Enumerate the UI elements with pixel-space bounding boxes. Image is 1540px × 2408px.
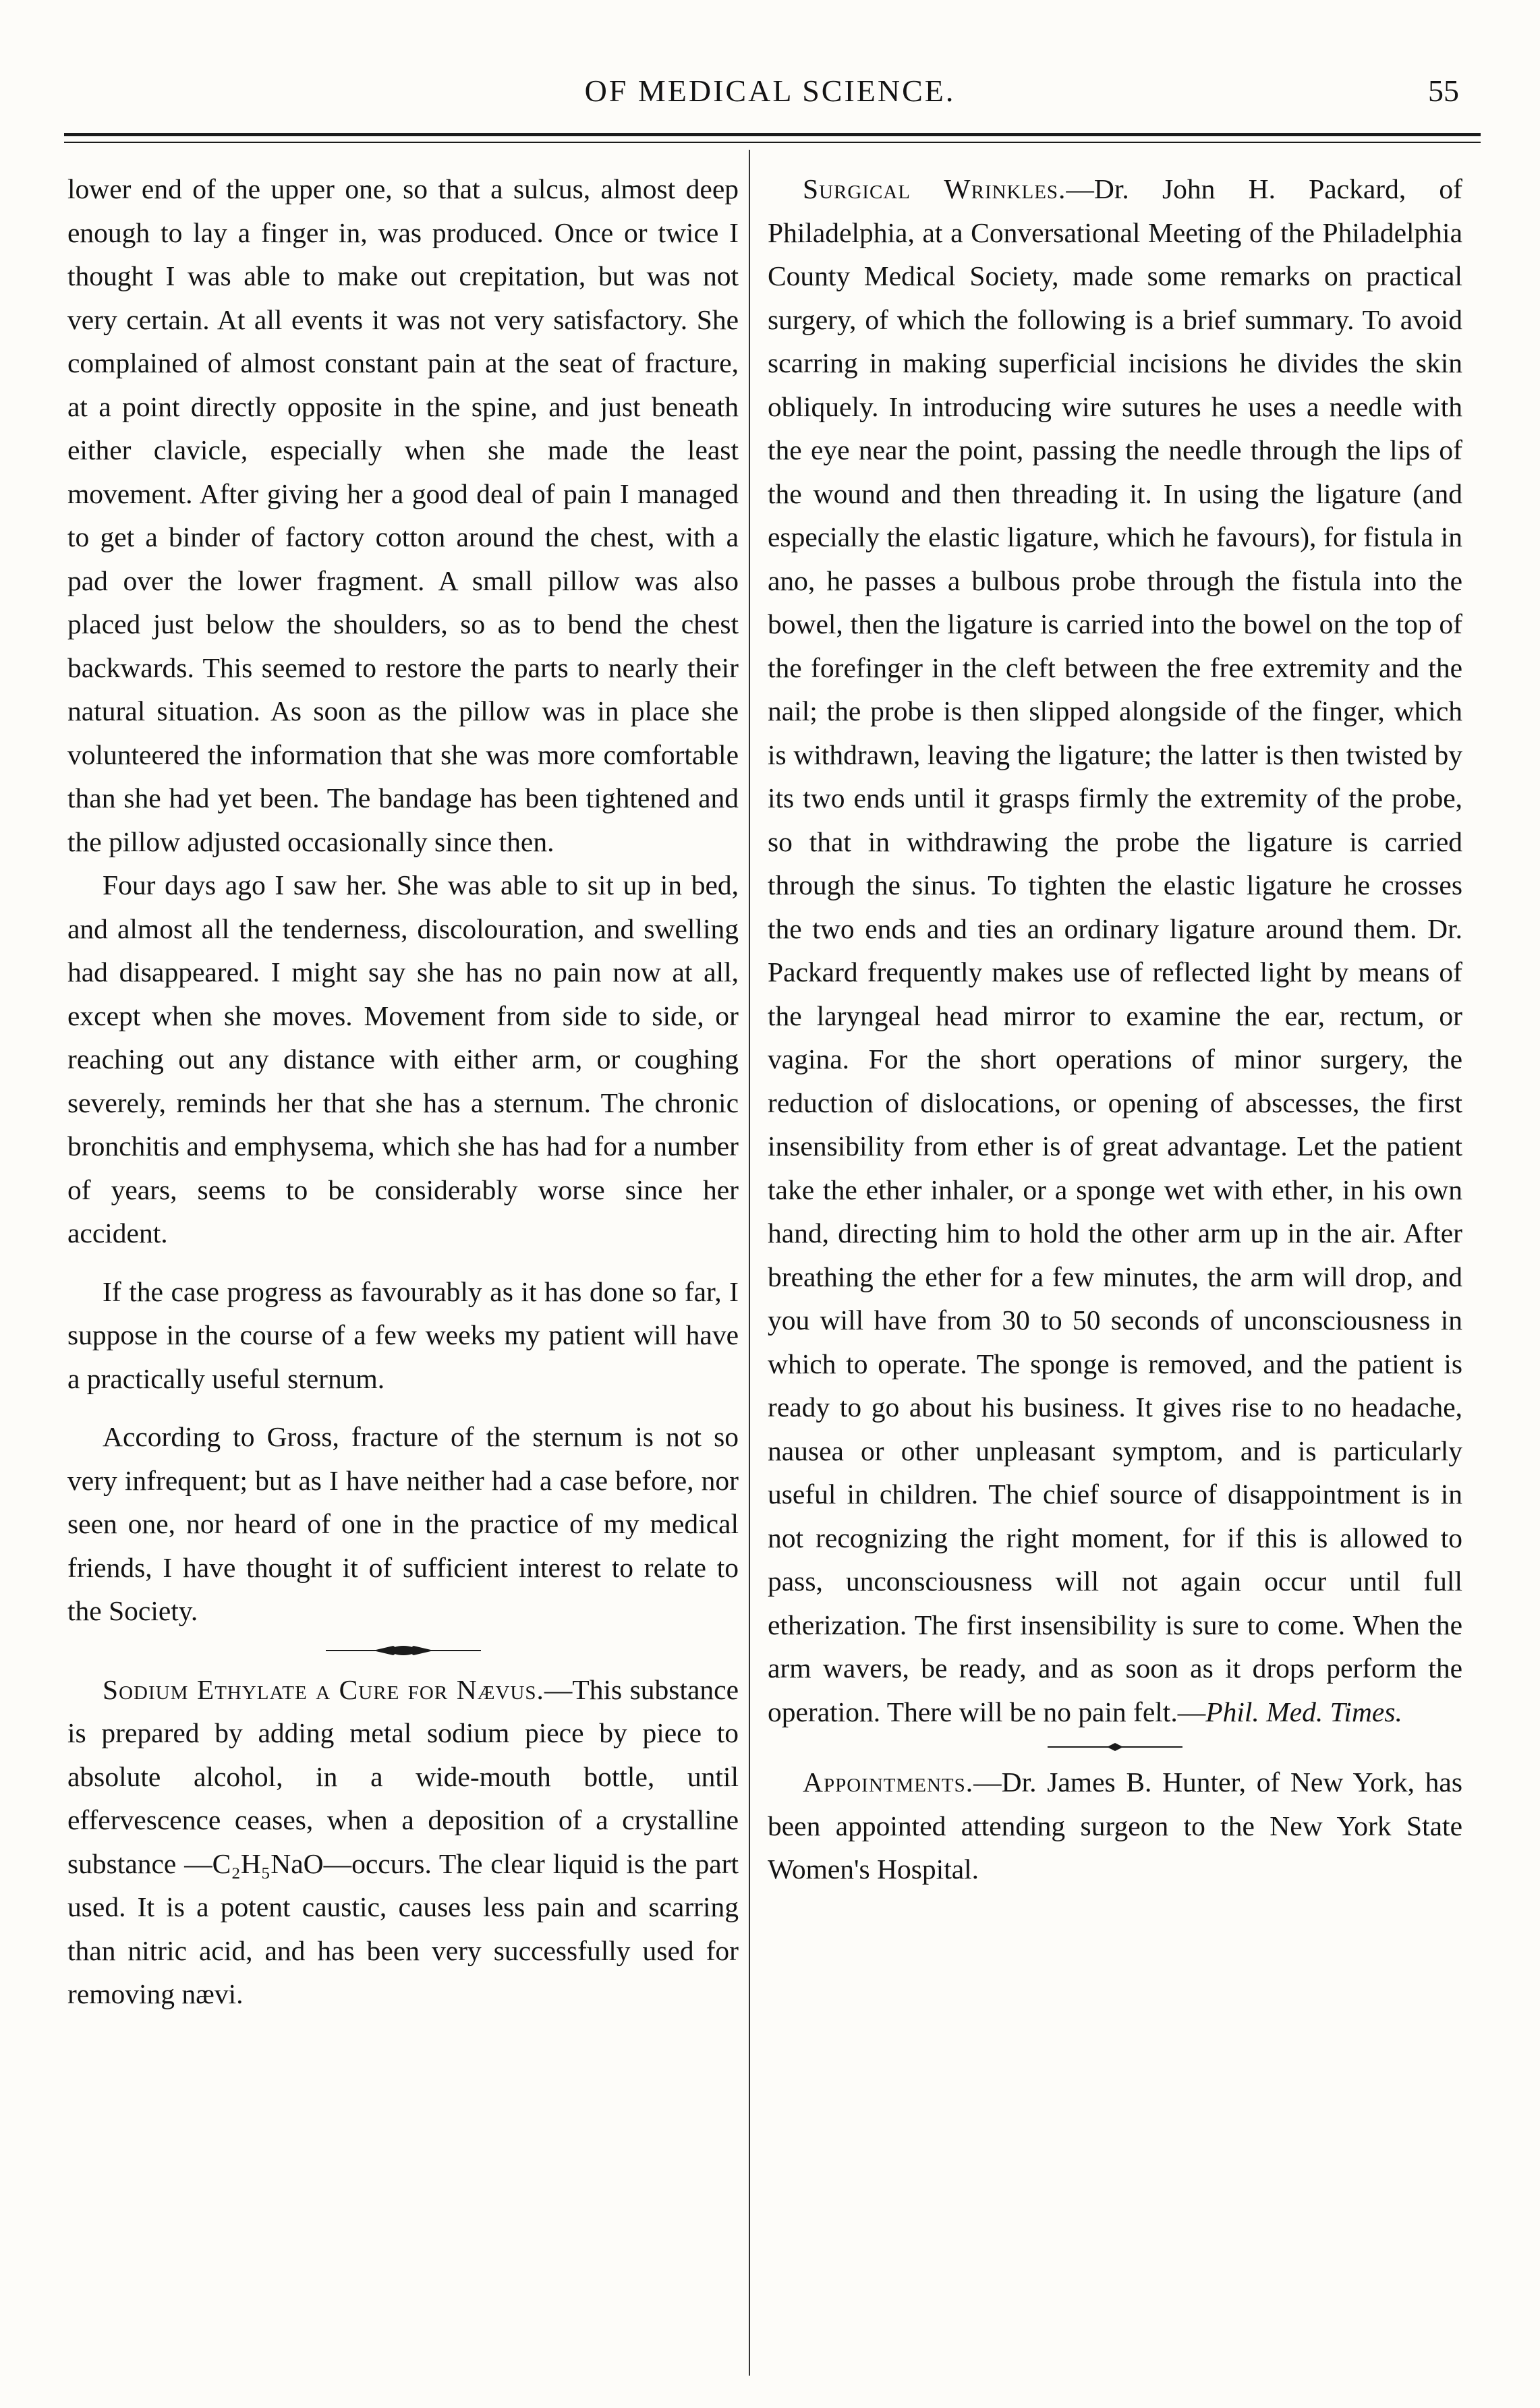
case-report-paragraph-2: Four days ago I saw her. She was able to sit up in bed, and almost all the tenderness, discolouration, and swelling had disappeared. I might say she has no pain now at all, except when she moves. Movement from side to side, or reaching out any distance with either arm, or coughing severely, reminds her that she has a sternum. The chronic bronchitis and emphysema, which she has had for a number of years, seems to be considerably worse since her accident.	[67, 869, 739, 1249]
appointments-article	[768, 1760, 1462, 1891]
page-header	[0, 73, 1540, 134]
right-column	[768, 167, 1462, 1891]
surgical-wrinkles-text: —Dr. John H. Packard, of Philadelphia, at a Conversational Meeting of the Philadelphia County Medical Society, made some remarks on practical surgery, of which the following is a brief summary. To avoid scarring in making superficial incisions he divides the skin obliquely. In introducing wire sutures he uses a needle with the eye near the point, passing the needle through the lips of the wound and then threading it. In using the ligature (and especially the elastic ligature, which he favours), for fistula in ano, he passes a bulbous probe through the fistula into the bowel, then the ligature is carried into the bowel on the top of the forefinger in the cleft between the free extremity and the nail; the probe is then slipped alongside of the finger, which is withdrawn, leaving the ligature; the latter is then twisted by its two ends until it grasps firmly the extremity of the probe, so that in withdrawing the probe the ligature is carried through the sinus. To tighten the elastic ligature he crosses the two ends and ties an ordinary ligature around them. Dr. Packard frequently makes use of reflected light by means of the laryngeal head mirror to examine the ear, rectum, or vagina. For the short operations of minor surgery, the reduction of dislocations, or opening of abscesses, the first insensibility from ether is of great advantage. Let the patient take the ether inhaler, or a sponge wet with ether, in his own hand, directing him to hold the other arm up in the air. After breathing the ether for a few minutes, the arm will drop, and you will have from 30 to 50 seconds of unconsciousness in which to operate. The sponge is removed, and the patient is ready to go about his business. It gives rise to no headache, nausea or other unpleasant symptom, and is particularly useful in children. The chief source of disappointment is in not recognizing the right moment, for if this is allowed to pass, unconsciousness will not again occur until full etherization. The first insensibility is sure to come. When the arm wavers, be ready, and as soon as it drops perform the operation. There will be no pain felt.—	[768, 173, 1462, 1727]
sodium-ethylate-text: —This substance is prepared by adding metal sodium piece by piece to absolute alcohol, in a wide-mouth bottle, until effervescence ceases, when a deposition of a crystalline substance —C₂H₅NaO—occurs. The clear liquid is the part used. It is a potent caustic, causes less pain and scarring than nitric acid, and has been very successfully used for removing nævi.	[67, 1673, 739, 2009]
surgical-wrinkles-article	[768, 167, 1462, 1733]
header-rule-thick	[64, 133, 1481, 136]
column-divider	[749, 150, 750, 2376]
header-rule-thin	[64, 142, 1481, 143]
ornament-icon	[326, 1644, 481, 1657]
case-report-paragraph-3: If the case progress as favourably as it has done so far, I suppose in the course of a few weeks my patient will have a practically useful sternum.	[67, 1275, 739, 1394]
section-short-divider	[768, 1733, 1462, 1760]
page-number: 55	[1428, 74, 1459, 108]
running-title: OF MEDICAL SCIENCE.	[584, 74, 956, 108]
sodium-ethylate-article	[67, 1668, 739, 2016]
case-report-paragraph-4: According to Gross, fracture of the sternum is not so very infrequent; but as I have neither had a case before, nor seen one, nor heard of one in the practice of my medical friends, I have thought it of sufficient interest to relate to the Society.	[67, 1421, 739, 1626]
case-report-paragraph-1: lower end of the upper one, so that a sulcus, almost deep enough to lay a finger in, was produced. Once or twice I thought I was able to make out crepitation, but was not very certain. At all events it was not very satisfactory. She complained of almost constant pain at the seat of fracture, at a point directly opposite in the spine, and just beneath either clavicle, especially when she made the least movement. After giving her a good deal of pain I managed to get a binder of factory cotton around the chest, with a pad over the lower fragment. A small pillow was also placed just below the shoulders, so as to bend the chest backwards. This seemed to restore the parts to nearly their natural situation. As soon as the pillow was in place she volunteered the information that she was more comfortable than she had yet been. The bandage has been tightened and the pillow adjusted occasionally since then.	[67, 173, 739, 857]
appointments-heading: Appointments.	[803, 1767, 974, 1798]
section-ornament-divider	[67, 1633, 739, 1668]
sodium-ethylate-heading: Sodium Ethylate a Cure for Nævus.	[103, 1673, 544, 1705]
divider-icon	[1048, 1742, 1182, 1752]
surgical-wrinkles-heading: Surgical Wrinkles.	[803, 173, 1066, 204]
appointments-text: —Dr. James B. Hunter, of New York, has been appointed attending surgeon to the New York State Women's Hospital.	[768, 1767, 1462, 1885]
surgical-wrinkles-source: Phil. Med. Times.	[1205, 1696, 1402, 1727]
left-column	[67, 167, 739, 2016]
